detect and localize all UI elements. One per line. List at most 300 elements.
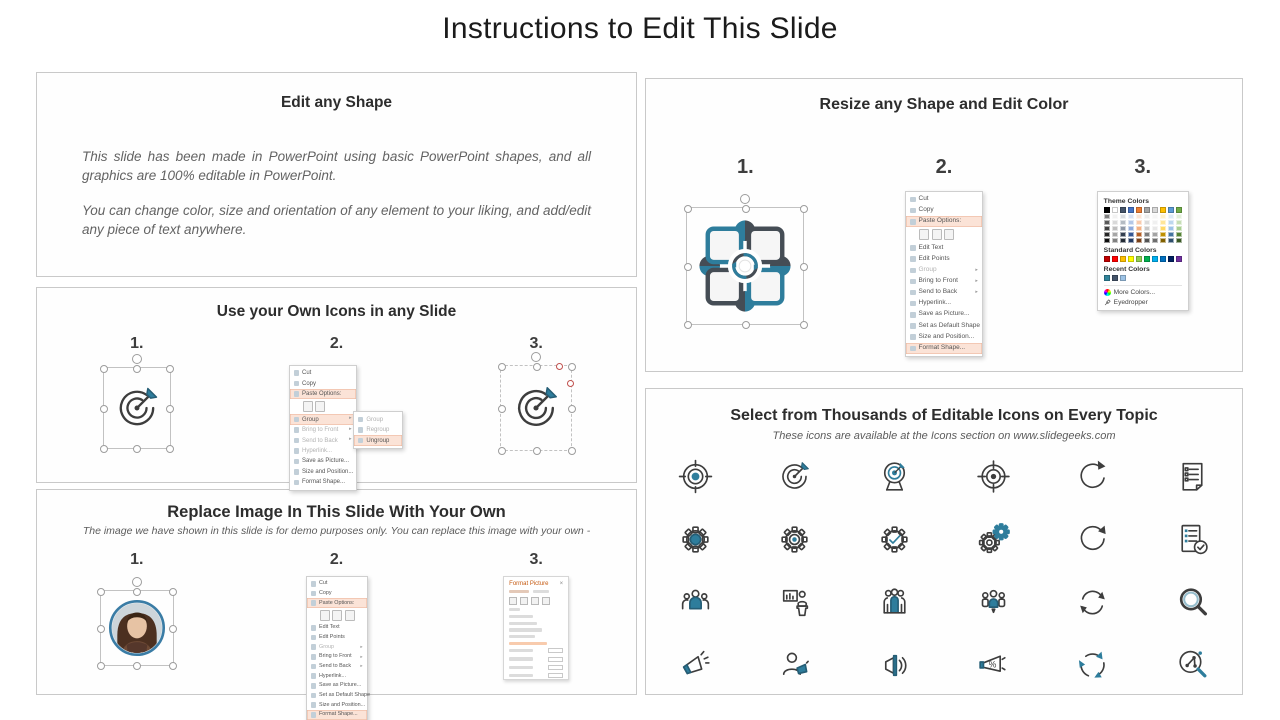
resize-shape-step-1 [646, 120, 845, 343]
own-icons-step-2 [237, 327, 437, 486]
color-swatch[interactable] [1112, 256, 1118, 262]
color-swatch[interactable] [1104, 226, 1110, 231]
color-swatch[interactable] [1112, 207, 1118, 213]
panel-resize-shape [645, 78, 1243, 372]
color-swatch[interactable] [1144, 220, 1150, 225]
color-swatch[interactable] [1168, 256, 1174, 262]
rotate-handle[interactable] [531, 352, 541, 362]
group-context-menu [289, 365, 390, 491]
picture-context-menu [306, 576, 368, 720]
menu-item-save-as-picture[interactable]: Save as Picture... [290, 456, 356, 466]
theme-colors-label: Theme Colors [1103, 198, 1149, 205]
menu-item-save-as-picture[interactable]: Save as Picture... [906, 309, 982, 320]
paste-option-icon[interactable] [932, 229, 942, 240]
resize-handle[interactable] [166, 445, 174, 453]
color-swatch[interactable] [1160, 238, 1166, 243]
color-swatch[interactable] [1136, 226, 1142, 231]
edit-shape-paragraph-2: You can change color, size and orientation of any element to your liking, and add/edit any piece of text anywhere. [82, 203, 591, 238]
menu-item-bring-to-front[interactable]: Bring to Front ▸ [307, 652, 367, 662]
color-swatch[interactable] [1120, 226, 1126, 231]
panel-replace-image [36, 489, 637, 718]
menu-item-paste-options[interactable]: Paste Options: [906, 216, 982, 227]
menu-item-bring-to-front[interactable]: Bring to Front ▸ [290, 425, 356, 435]
panel-edit-shape [36, 72, 637, 277]
resize-handle[interactable] [100, 405, 108, 413]
panel-resize-shape-title: Resize any Shape and Edit Color [819, 96, 1069, 113]
color-swatch[interactable] [1120, 275, 1126, 281]
color-swatch[interactable] [1168, 232, 1174, 237]
megaphone-icon[interactable] [646, 646, 745, 684]
color-swatch[interactable] [1144, 256, 1150, 262]
multi-selection-frame[interactable] [500, 365, 572, 451]
menu-item-icon [294, 417, 300, 423]
edit-shape-paragraph-1: This slide has been made in PowerPoint using basic PowerPoint shapes, and all graphics are 100% editable in PowerPoint. [82, 149, 591, 184]
panel-edit-shape-body [37, 147, 636, 240]
target-stand-icon[interactable] [845, 457, 944, 495]
step-number: 1. [130, 335, 144, 352]
menu-item-icon [311, 625, 317, 631]
menu-item-size-and-position[interactable]: Size and Position... [290, 467, 356, 477]
replace-image-step-3 [436, 543, 636, 682]
menu-item-cut[interactable]: Cut [906, 194, 982, 205]
color-swatch[interactable] [1144, 238, 1150, 243]
color-swatch[interactable] [1104, 256, 1110, 262]
double-gear-icon[interactable] [944, 520, 1043, 558]
color-swatch[interactable] [1120, 220, 1126, 225]
menu-item-icon [294, 469, 300, 475]
menu-item-paste-options[interactable]: Paste Options: [290, 389, 356, 399]
replace-image-step-2 [237, 543, 437, 718]
menu-item-icon [294, 480, 300, 486]
step-number: 2. [935, 156, 953, 178]
menu-item-edit-points[interactable]: Edit Points [906, 254, 982, 265]
menu-item-group[interactable]: Group ▸ [307, 642, 367, 652]
color-swatch[interactable] [1112, 238, 1118, 243]
rotate-handle[interactable] [740, 194, 750, 204]
menu-item-save-as-picture[interactable]: Save as Picture... [307, 681, 367, 691]
menu-item-ungroup[interactable]: Ungroup [354, 435, 402, 445]
color-swatch[interactable] [1128, 214, 1134, 219]
resize-handle[interactable] [169, 588, 177, 596]
rotate-handle[interactable] [132, 577, 142, 587]
eyedropper-icon [1104, 299, 1111, 306]
team-icon[interactable] [845, 583, 944, 621]
panel-editable-icons [645, 388, 1243, 695]
submenu-arrow-icon: ▸ [360, 644, 363, 650]
menu-item-icon [910, 219, 916, 225]
resize-handle[interactable] [133, 588, 141, 596]
shape-context-menu [905, 191, 983, 357]
menu-item-icon [910, 197, 916, 203]
menu-item-edit-text[interactable]: Edit Text [906, 242, 982, 253]
paste-option-icon[interactable] [315, 401, 325, 412]
resize-shape-step-3 [1043, 120, 1242, 343]
menu-item-format-shape[interactable]: Format Shape... [906, 343, 982, 354]
menu-item-icon [358, 417, 364, 423]
resize-handle[interactable] [533, 363, 541, 371]
resize-handle[interactable] [166, 405, 174, 413]
color-swatch[interactable] [1144, 214, 1150, 219]
resize-handle[interactable] [684, 321, 692, 329]
menu-item-hyperlink[interactable]: Hyperlink... [290, 446, 356, 456]
resize-handle[interactable] [742, 321, 750, 329]
resize-handle[interactable] [568, 447, 576, 455]
resize-handle[interactable] [742, 205, 750, 213]
slide-title: Instructions to Edit This Slide [442, 12, 838, 45]
color-swatch[interactable] [1128, 226, 1134, 231]
option-line [509, 622, 537, 625]
color-swatch[interactable] [1176, 220, 1182, 225]
editable-icons-grid [646, 457, 1242, 684]
menu-item-copy[interactable]: Copy [906, 205, 982, 216]
color-swatch[interactable] [1112, 214, 1118, 219]
magnifier-icon[interactable] [1143, 583, 1242, 621]
step-number: 3. [529, 551, 543, 568]
option-input-row[interactable] [509, 673, 563, 678]
more-colors-item[interactable]: More Colors... [1104, 289, 1182, 296]
selected-target-icon-art [103, 363, 171, 481]
panel-replace-image-title: Replace Image In This Slide With Your Own [167, 503, 506, 521]
magnifier-chart-icon[interactable] [1143, 646, 1242, 684]
color-swatch[interactable] [1152, 226, 1158, 231]
refresh-arrow-icon[interactable] [1043, 520, 1142, 558]
resize-handle[interactable] [97, 662, 105, 670]
menu-item-size-and-position[interactable]: Size and Position... [307, 700, 367, 710]
color-swatch[interactable] [1152, 238, 1158, 243]
sub-selection-handle[interactable] [567, 380, 574, 387]
menu-item-icon [358, 427, 364, 433]
own-icons-steps [37, 327, 636, 486]
paste-option-icon[interactable] [320, 610, 330, 621]
color-swatch[interactable] [1136, 232, 1142, 237]
color-swatch[interactable] [1136, 214, 1142, 219]
option-line [509, 635, 535, 638]
color-swatch[interactable] [1128, 207, 1134, 213]
color-swatch[interactable] [1168, 238, 1174, 243]
resize-handle[interactable] [97, 625, 105, 633]
menu-item-edit-text[interactable]: Edit Text [307, 623, 367, 633]
menu-item-icon [910, 334, 916, 340]
menu-item-set-as-default-shape[interactable]: Set as Default Shape [307, 691, 367, 701]
paste-options-row[interactable] [290, 399, 356, 414]
paste-option-icon[interactable] [944, 229, 954, 240]
paste-options-row[interactable] [906, 227, 982, 242]
resize-handle[interactable] [533, 447, 541, 455]
sub-selection-handle[interactable] [556, 363, 563, 370]
resize-handle[interactable] [800, 263, 808, 271]
crosshair-dot-icon[interactable] [944, 457, 1043, 495]
gear-check-icon[interactable] [845, 520, 944, 558]
selection-frame[interactable] [103, 367, 171, 449]
menu-item-icon [910, 208, 916, 214]
menu-item-send-to-back[interactable]: Send to Back ▸ [906, 287, 982, 298]
menu-item-icon [910, 279, 916, 285]
color-swatch[interactable] [1104, 214, 1110, 219]
menu-item-hyperlink[interactable]: Hyperlink... [906, 298, 982, 309]
color-swatch[interactable] [1152, 220, 1158, 225]
option-line [509, 608, 520, 611]
menu-item-icon [910, 256, 916, 262]
cycle-arrows-icon[interactable] [1043, 646, 1142, 684]
paste-option-icon[interactable] [919, 229, 929, 240]
selected-shape-art [686, 191, 804, 343]
target-crosshair-filled-icon[interactable] [646, 457, 745, 495]
menu-item-icon [910, 301, 916, 307]
resize-handle[interactable] [800, 321, 808, 329]
menu-item-icon [311, 635, 317, 641]
color-swatch[interactable] [1176, 226, 1182, 231]
resize-handle[interactable] [169, 625, 177, 633]
menu-item-send-to-back[interactable]: Send to Back ▸ [290, 435, 356, 445]
paste-option-icon[interactable] [332, 610, 342, 621]
format-picture-panel-art [503, 576, 569, 682]
menu-item-cut[interactable]: Cut [290, 368, 356, 378]
own-icons-step-3 [436, 327, 636, 481]
panel-edit-shape-title: Edit any Shape [280, 94, 393, 111]
color-swatch[interactable] [1152, 256, 1158, 262]
menu-item-hyperlink[interactable]: Hyperlink... [307, 671, 367, 681]
color-swatch[interactable] [1160, 256, 1166, 262]
color-swatch[interactable] [1112, 220, 1118, 225]
color-swatch[interactable] [1176, 232, 1182, 237]
submenu-arrow-icon: ▸ [975, 266, 978, 273]
checklist-document-icon[interactable] [1143, 457, 1242, 495]
paste-options-row[interactable] [307, 608, 367, 623]
resize-handle[interactable] [100, 445, 108, 453]
menu-item-icon [311, 581, 317, 587]
color-swatch[interactable] [1160, 220, 1166, 225]
submenu-arrow-icon: ▸ [975, 288, 978, 295]
menu-item-icon [294, 381, 300, 387]
panel-own-icons [36, 287, 637, 486]
gear-dot-icon[interactable] [745, 520, 844, 558]
color-swatch[interactable] [1168, 214, 1174, 219]
menu-item-cut[interactable]: Cut [307, 579, 367, 589]
color-swatch[interactable] [1176, 238, 1182, 243]
resize-handle[interactable] [684, 263, 692, 271]
menu-item-send-to-back[interactable]: Send to Back ▸ [307, 662, 367, 672]
submenu-arrow-icon: ▸ [360, 653, 363, 659]
group-context-menu-submenu [353, 411, 403, 448]
color-swatch[interactable] [1136, 220, 1142, 225]
resize-handle[interactable] [568, 405, 576, 413]
menu-item-edit-points[interactable]: Edit Points [307, 633, 367, 643]
presentation-icon[interactable] [745, 583, 844, 621]
dartboard-dart-icon[interactable] [745, 457, 844, 495]
menu-item-icon [311, 664, 317, 670]
color-swatch[interactable] [1152, 214, 1158, 219]
menu-item-icon [311, 683, 317, 689]
close-icon[interactable]: × [559, 581, 564, 587]
speaker-waves-icon[interactable] [845, 646, 944, 684]
color-swatch[interactable] [1120, 256, 1126, 262]
option-line-highlight [509, 642, 547, 645]
color-swatch[interactable] [1160, 207, 1166, 213]
step-number: 2. [329, 335, 344, 352]
color-swatch[interactable] [1120, 214, 1126, 219]
resize-handle[interactable] [498, 447, 506, 455]
recent-colors-label: Recent Colors [1103, 266, 1150, 274]
option-input-row[interactable] [509, 648, 563, 653]
color-swatch[interactable] [1104, 232, 1110, 237]
color-swatch[interactable] [1104, 207, 1110, 213]
color-swatch[interactable] [1160, 226, 1166, 231]
menu-item-bring-to-front[interactable]: Bring to Front ▸ [906, 276, 982, 287]
resize-shape-steps [646, 120, 1242, 351]
divider [1104, 285, 1182, 286]
color-swatch[interactable] [1128, 232, 1134, 237]
color-swatch[interactable] [1136, 238, 1142, 243]
sync-arrows-icon[interactable] [1043, 583, 1142, 621]
step-number: 2. [329, 551, 344, 568]
menu-item-icon [910, 245, 916, 251]
color-swatch[interactable] [1120, 238, 1126, 243]
menu-item-icon [311, 673, 317, 679]
replace-image-step-1 [37, 543, 237, 682]
resize-handle[interactable] [133, 662, 141, 670]
resize-handle[interactable] [97, 588, 105, 596]
format-picture-tabs[interactable] [509, 590, 563, 593]
menu-item-icon [311, 654, 317, 660]
menu-item-copy[interactable]: Copy [307, 589, 367, 599]
color-swatch[interactable] [1112, 232, 1118, 237]
menu-item-paste-options[interactable]: Paste Options: [307, 598, 367, 608]
person-announce-icon[interactable] [745, 646, 844, 684]
menu-item-icon [910, 312, 916, 318]
resize-handle[interactable] [684, 205, 692, 213]
svg-text:%: % [988, 658, 997, 669]
paste-option-icon[interactable] [303, 401, 313, 412]
color-swatch[interactable] [1120, 232, 1126, 237]
resize-handle[interactable] [133, 365, 141, 373]
menu-item-icon [311, 712, 317, 718]
submenu-arrow-icon: ▸ [360, 663, 363, 669]
people-discussion-icon[interactable] [944, 583, 1043, 621]
step-number: 1. [130, 551, 144, 568]
picture-context-menu-art [306, 576, 370, 718]
menu-item-format-shape[interactable]: Format Shape... [290, 477, 356, 487]
menu-item-set-as-default-shape[interactable]: Set as Default Shape [906, 320, 982, 331]
menu-item-group[interactable]: Group ▸ Group Regroup Ungroup [290, 414, 356, 424]
resize-handle[interactable] [800, 205, 808, 213]
color-swatch[interactable] [1144, 232, 1150, 237]
color-swatch[interactable] [1160, 232, 1166, 237]
menu-item-icon [910, 323, 916, 329]
color-swatch[interactable] [1176, 214, 1182, 219]
color-swatch[interactable] [1104, 220, 1110, 225]
color-swatch[interactable] [1152, 232, 1158, 237]
color-swatch[interactable] [1152, 207, 1158, 213]
menu-item-icon [311, 702, 317, 708]
step-number: 3. [529, 335, 543, 352]
color-swatch[interactable] [1168, 220, 1174, 225]
shape-selection-frame[interactable] [686, 207, 804, 325]
color-swatch[interactable] [1136, 207, 1142, 213]
ungrouped-target-icon-art [500, 363, 572, 481]
checklist-check-icon[interactable] [1143, 520, 1242, 558]
resize-handle[interactable] [498, 363, 506, 371]
eyedropper-item[interactable]: Eyedropper [1104, 299, 1182, 306]
menu-item-group[interactable]: Group ▸ [906, 265, 982, 276]
color-swatch[interactable] [1120, 207, 1126, 213]
resize-handle[interactable] [133, 445, 141, 453]
color-swatch[interactable] [1176, 256, 1182, 262]
shape-context-menu-art [905, 191, 983, 351]
paste-option-icon[interactable] [345, 610, 355, 621]
color-swatch[interactable] [1168, 207, 1174, 213]
menu-item-regroup[interactable]: Regroup [354, 425, 402, 435]
menu-item-copy[interactable]: Copy [290, 378, 356, 388]
photo-selection-frame[interactable] [100, 590, 174, 666]
color-swatch[interactable] [1112, 226, 1118, 231]
megaphone-percent-icon[interactable] [944, 646, 1043, 684]
resize-handle[interactable] [568, 363, 576, 371]
format-picture-panel [503, 576, 569, 680]
people-group-icon[interactable] [646, 583, 745, 621]
menu-item-size-and-position[interactable]: Size and Position... [906, 332, 982, 343]
format-picture-icon-row[interactable] [509, 597, 563, 605]
selected-photo-art [100, 576, 174, 682]
color-swatch[interactable] [1136, 256, 1142, 262]
resize-handle[interactable] [166, 365, 174, 373]
option-line [509, 615, 533, 618]
menu-item-icon [311, 644, 317, 650]
panel-own-icons-title: Use your Own Icons in any Slide [216, 303, 457, 320]
menu-item-icon [311, 693, 317, 699]
panel-replace-image-subtitle: The image we have shown in this slide is for demo purposes only. You can replace this image with your own - [82, 525, 591, 537]
step-number: 1. [736, 156, 754, 178]
menu-item-icon [294, 438, 300, 444]
menu-item-icon [294, 391, 300, 397]
color-swatch[interactable] [1168, 226, 1174, 231]
color-swatch[interactable] [1128, 256, 1134, 262]
color-swatch[interactable] [1104, 275, 1110, 281]
color-swatch[interactable] [1128, 220, 1134, 225]
resize-shape-step-2 [845, 120, 1044, 351]
color-wheel-icon [1104, 289, 1111, 296]
submenu-arrow-icon: ▸ [975, 277, 978, 284]
redo-arrow-icon[interactable] [1043, 457, 1142, 495]
menu-item-icon [311, 600, 317, 606]
submenu-arrow-icon: ▸ [349, 426, 352, 432]
option-input-row[interactable] [509, 657, 563, 662]
menu-item-icon [910, 268, 916, 274]
gear-filled-icon[interactable] [646, 520, 745, 558]
color-swatch[interactable] [1112, 275, 1118, 281]
resize-handle[interactable] [169, 662, 177, 670]
step-number: 3. [1134, 156, 1152, 178]
standard-colors-label: Standard Colors [1103, 247, 1157, 255]
rotate-handle[interactable] [132, 354, 142, 364]
panel-editable-icons-subtitle: These icons are available at the Icons section on www.slidegeeks.com [772, 430, 1116, 442]
color-swatch[interactable] [1144, 226, 1150, 231]
color-swatch[interactable] [1128, 238, 1134, 243]
replace-image-steps [37, 543, 636, 718]
color-swatch[interactable] [1160, 214, 1166, 219]
resize-handle[interactable] [100, 365, 108, 373]
menu-item-group[interactable]: Group [354, 414, 402, 424]
option-input-row[interactable] [509, 665, 563, 670]
menu-item-icon [294, 448, 300, 454]
resize-handle[interactable] [498, 405, 506, 413]
color-swatch[interactable] [1176, 207, 1182, 213]
menu-item-format-shape[interactable]: Format Shape... [307, 710, 367, 720]
color-swatch[interactable] [1104, 238, 1110, 243]
submenu-arrow-icon: ▸ [349, 437, 352, 443]
menu-item-icon [294, 459, 300, 465]
color-swatch[interactable] [1144, 207, 1150, 213]
menu-item-icon [294, 427, 300, 433]
